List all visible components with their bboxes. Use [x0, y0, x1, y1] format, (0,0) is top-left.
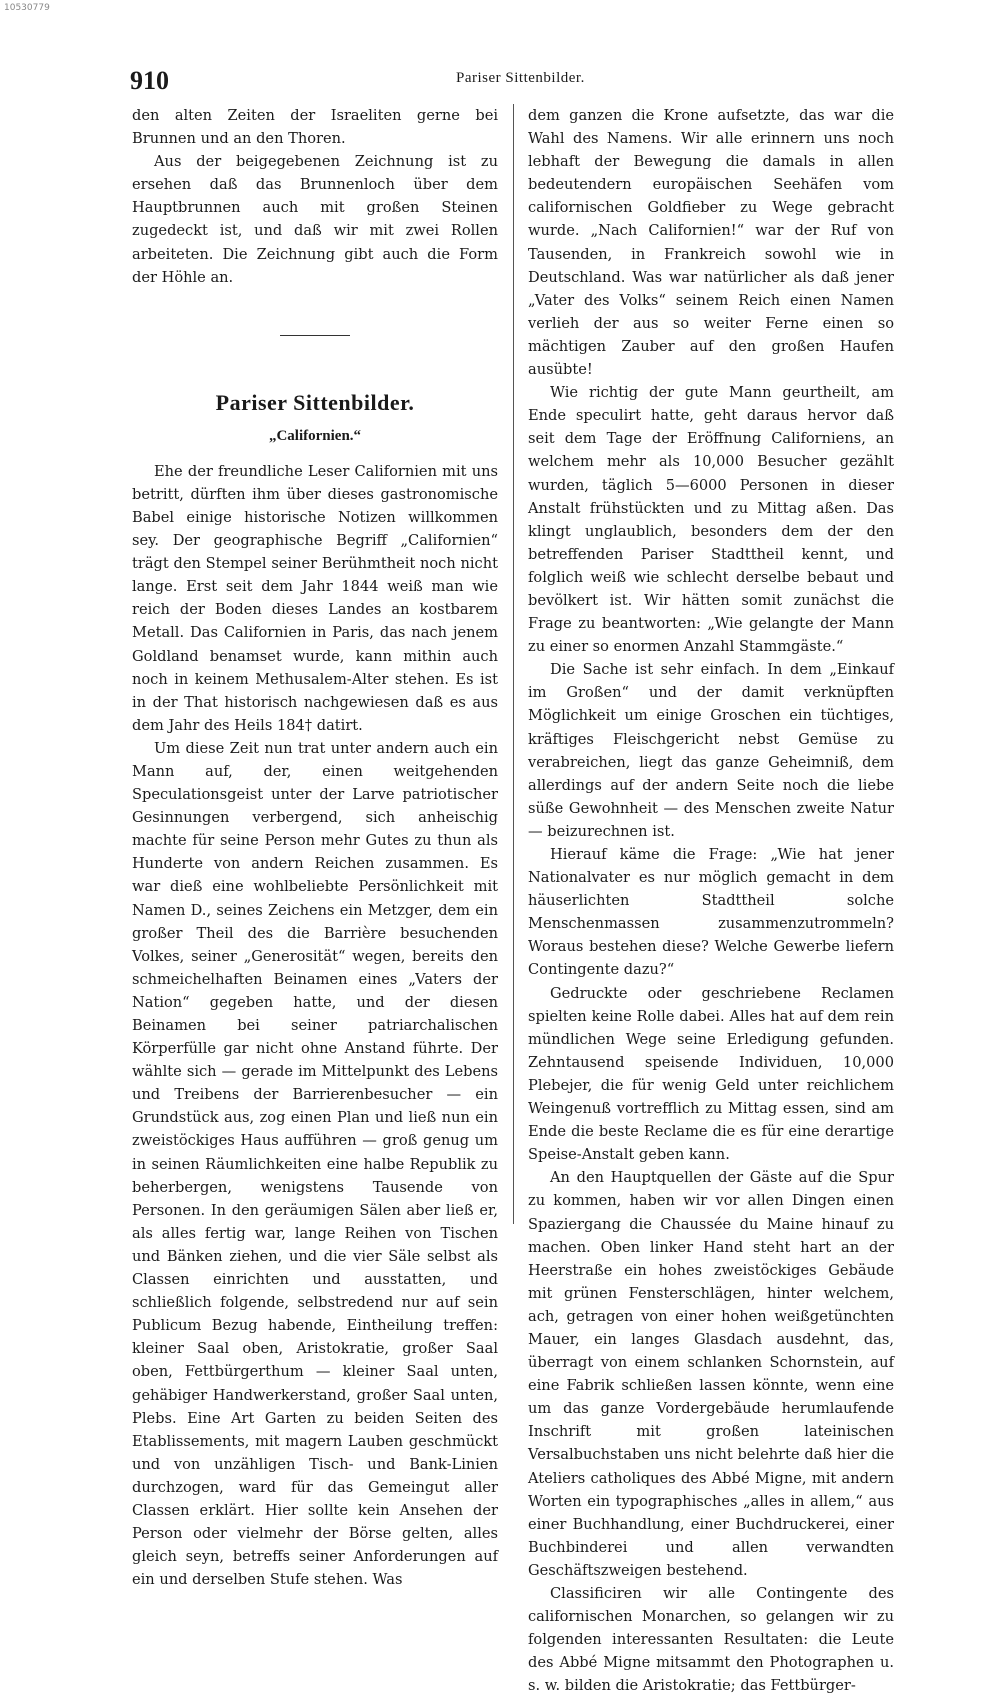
right-paragraph-2: Wie richtig der gute Mann geurtheilt, am Ende speculirt hatte, geht daraus hervor daß seit dem Tage der Eröffnung Californiens, an welchem mehr als 10,000 Besucher gezählt wurden, täglich 5—6000 Personen in dieser Anstalt frühstückten und zu Mittag aßen. Das klingt unglaublich, besonders dem der den betreffenden Pariser Stadttheil kennt, und folglich weiß wie schlecht derselbe bebaut und bevölkert ist. Wir hätten somit zunächst die Frage zu beantworten: „Wie gelangte der Mann zu einer so enormen Anzahl Stammgäste.“ — [528, 384, 894, 656]
scan-id: 10530779 — [4, 3, 50, 13]
section-subtitle: „Californien.“ — [268, 427, 362, 444]
right-paragraph-1: dem ganzen die Krone aufsetzte, das war die Wahl des Namens. Wir alle erinnern uns noch lebhaft der Bewegung die damals in allen bedeutendern europäischen Seehäfen vom californischen Goldfieber zu Wege gebracht wurde. „Nach Californien!“ war der Ruf von Tausenden, in Frankreich sowohl wie in Deutschland. Was war natürlicher als daß jener „Vater des Volks“ seinem Reich einen Namen verlieh der aus so weiter Ferne einen so mächtigen Zauber auf den großen Haufen ausübte! — [528, 107, 894, 379]
body-paragraph-1: Ehe der freundliche Leser Californien mit uns betritt, dürften ihm über dieses gastronomische Babel einige historische Notizen willkommen sey. Der geographische Begriff „Californien“ trägt den Stempel seiner Berühmtheit noch nicht lange. Erst seit dem Jahr 1844 weiß man wie reich der Boden dieses Landes an kostbarem Metall. Das Californien in Paris, das nach jenem Goldland benamset wurde, kann mithin auch noch in keinem Methusalem-Alter stehen. Es ist in der That historisch nachgewiesen daß es aus dem Jahr des Heils 184† datirt. — [132, 462, 498, 734]
intro-paragraph-2: Aus der beigegebenen Zeichnung ist zu ersehen daß das Brunnenloch über dem Hauptbrunnen auch mit großen Steinen zugedeckt ist, und daß wir mit zwei Rollen arbeiteten. Die Zeichnung gibt auch die Form der Höhle an. — [132, 153, 498, 286]
running-head: Pariser Sittenbilder. — [456, 70, 585, 86]
right-paragraph-6: An den Hauptquellen der Gäste auf die Spur zu kommen, haben wir vor allen Dingen einen Spaziergang die Chaussée du Maine hinauf zu machen. Oben linker Hand steht hart an der Heerstraße ein hohes zweistöckiges Gebäude mit grünen Fensterschlägen, hinter welchem, ach, getragen von einer hohen weißgetünchten Mauer, ein langes Glasdach ausdehnt, das, überragt von einem schlanken Schornstein, auf eine Fabrik schließen lassen könnte, wenn eine um das ganze Vordergebäude herumlaufende Inschrift mit großen lateinischen Versalbuchstaben uns nicht belehrte daß hier die Ateliers catholiques des Abbé Migne, mit andern Worten ein typographisches „alles in allem,“ aus einer Buchhandlung, einer Buchdruckerei, einer Buchbinderei und allen verwandten Geschäftszweigen bestehend. — [528, 1169, 894, 1579]
left-column — [132, 104, 498, 1591]
right-column — [528, 104, 894, 1697]
right-paragraph-7: Classificiren wir alle Contingente des californischen Monarchen, so gelangen wir zu folgenden interessanten Resultaten: die Leute des Abbé Migne mitsammt den Photographen u. s. w. bilden die Aristokratie; das Fettbürger- — [528, 1585, 894, 1695]
right-paragraph-3: Die Sache ist sehr einfach. In dem „Einkauf im Großen“ und der damit verknüpften Möglichkeit um einige Groschen ein tüchtiges, kräftiges Fleischgericht nebst Gemüse zu verabreichen, liegt das ganze Geheimniß, dem allerdings auf der andern Seite noch die liebe süße Gewohnheit — des Menschen zweite Natur — beizurechnen ist. — [528, 661, 894, 840]
body-paragraph-2: Um diese Zeit nun trat unter andern auch ein Mann auf, der, einen weitgehenden Speculationsgeist unter der Larve patriotischer Gesinnungen verbergend, sich anheischig machte für seine Person mehr Gutes zu thun als Hunderte von andern Reichen zusammen. Es war dieß eine wohlbeliebte Persönlichkeit mit Namen D., seines Zeichens ein Metzger, dem ein großer Theil des die Barrière besuchenden Volkes, seiner „Generosität“ wegen, bereits den schmeichelhaften Beinamen eines „Vaters der Nation“ gegeben hatte, und der diesen Beinamen bei seiner patriarchalischen Körperfülle gar nicht ohne Anstand führte. Der wählte sich — gerade im Mittelpunkt des Lebens und Treibens der Barrierenbesucher — ein Grundstück aus, zog einen Plan und ließ nun ein zweistöckiges Haus aufführen — groß genug um in seinen Räumlichkeiten eine halbe Republik zu beherbergen, wenigstens Tausende von Personen. In den geräumigen Sälen aber ließ er, als alles fertig war, lange Reihen von Tischen und Bänken ziehen, und die vier Säle selbst als Classen einrichten und ausstatten, und schließlich folgende, selbstredend nur auf sein Publicum Bezug habende, Eintheilung treffen: kleiner Saal oben, Aristokratie, großer Saal oben, Fettbürgerthum — kleiner Saal unten, gehäbiger Handwerkerstand, großer Saal unten, Plebs. Eine Art Garten zu beiden Seiten des Etablissements, mit magern Lauben geschmückt und von unzähligen Tisch- und Bank-Linien durchzogen, ward für das Gemeingut aller Classen erklärt. Hier sollte kein Ansehen der Person oder vielmehr der Börse gelten, alles gleich seyn, betreffs seiner Anforderungen auf ein und derselben Stufe stehen. Was — [132, 739, 498, 1589]
section-divider-rule — [280, 335, 350, 336]
right-paragraph-4: Hierauf käme die Frage: „Wie hat jener Nationalvater es nur möglich gemacht in dem häuserlichten Stadttheil solche Menschenmassen zusammenzutrommeln? Woraus bestehen diese? Welche Gewerbe liefern Contingente dazu?“ — [528, 846, 894, 979]
column-divider — [513, 104, 514, 1224]
section-title: Pariser Sittenbilder. — [215, 389, 415, 415]
intro-paragraph-1: den alten Zeiten der Israeliten gerne bei Brunnen und an den Thoren. — [132, 107, 498, 148]
right-paragraph-5: Gedruckte oder geschriebene Reclamen spielten keine Rolle dabei. Alles hat auf dem rein mündlichen Wege seine Erledigung gefunden. Zehntausend speisende Individuen, 10,000 Plebejer, die für wenig Geld unter reichlichem Weingenuß vortrefflich zu Mittag essen, sind am Ende die beste Reclame die es für eine derartige Speise-Anstalt geben kann. — [528, 984, 894, 1164]
page-number: 910 — [130, 66, 169, 95]
